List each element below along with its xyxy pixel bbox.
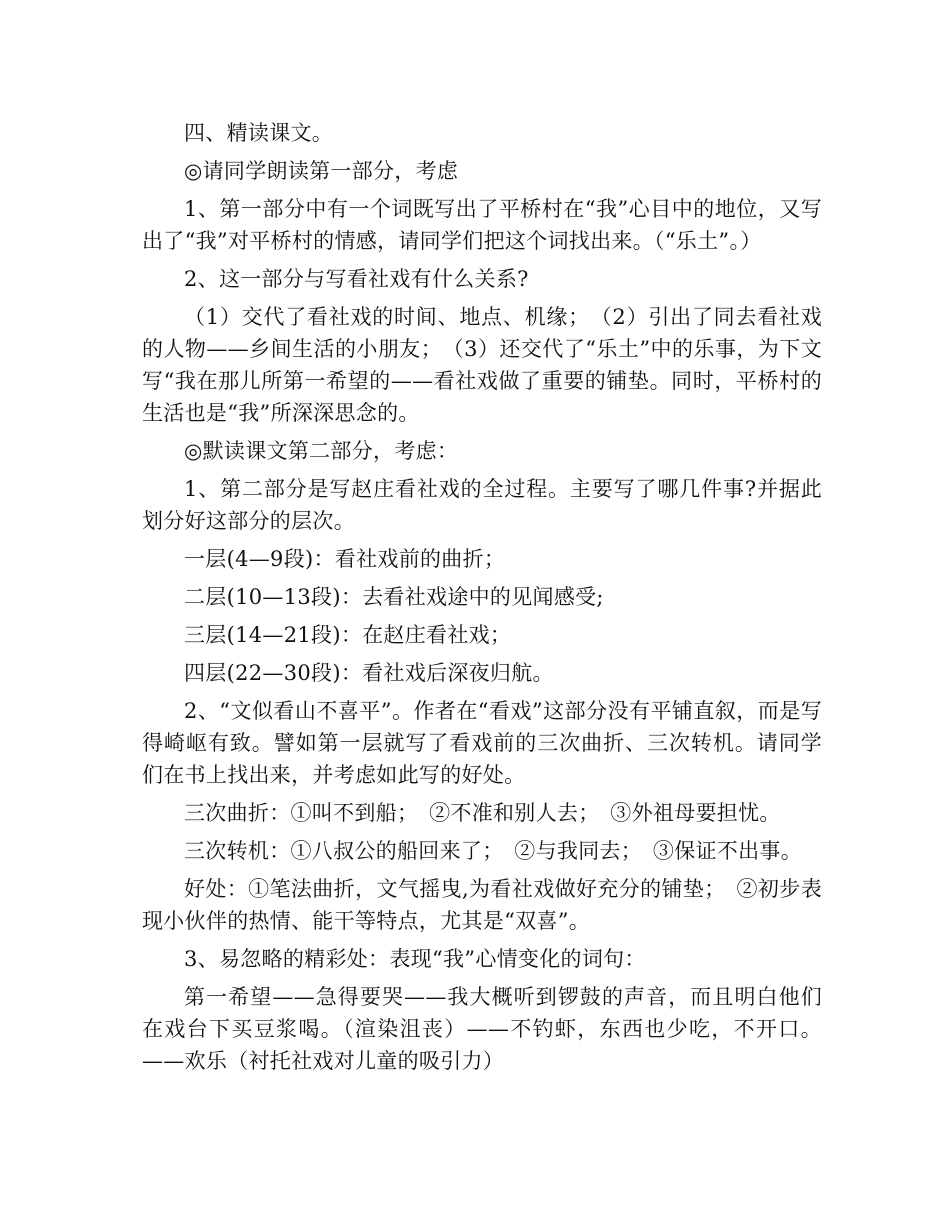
layer-4: 四层(22—30段)：看社戏后深夜归航。 — [184, 661, 554, 685]
reading-prompt-part-one: ◎请同学朗读第一部分，考虑 — [184, 159, 459, 183]
reading-prompt-part-two: ◎默读课文第二部分，考虑： — [184, 439, 459, 463]
question-1-part-one: 1、第一部分中有一个词既写出了平桥村在“我”心目中的地位，又写出了“我”对平桥村的情感，请同学们把这个词找出来。（“乐土”。） — [142, 197, 822, 253]
question-3-part-two: 3、易忽略的精彩处：表现“我”心情变化的词句： — [184, 947, 646, 971]
question-1-part-two: 1、第二部分是写赵庄看社戏的全过程。主要写了哪几件事?并据此划分好这部分的层次。 — [142, 477, 822, 533]
section-heading: 四、精读课文。 — [184, 121, 334, 145]
benefits: 好处：①笔法曲折，文气摇曳,为看社戏做好充分的铺垫； ②初步表现小伙伴的热情、能干等特点，尤其是“双喜”。 — [142, 877, 822, 933]
layer-1: 一层(4—9段)：看社戏前的曲折； — [184, 547, 506, 571]
question-2-part-one: 2、这一部分与写看社戏有什么关系? — [184, 267, 529, 291]
three-twists: 三次曲折：①叫不到船； ②不准和别人去； ③外祖母要担忧。 — [184, 801, 781, 825]
answer-2-part-one: （1）交代了看社戏的时间、地点、机缘； （2）引出了同去看社戏的人物——乡间生活的小朋友； （3）还交代了“乐土”中的乐事，为下文写“我在那儿所第一希望的——看社戏做了重要的铺垫。同时，平桥村的生活也是“我”所深深思念的。 — [142, 305, 822, 425]
layer-3: 三层(14—21段)：在赵庄看社戏； — [184, 623, 512, 647]
three-turns: 三次转机：①八叔公的船回来了； ②与我同去； ③保证不出事。 — [184, 839, 802, 863]
question-2-part-two: 2、“文似看山不喜平”。作者在“看戏”这部分没有平铺直叙，而是写得崎岖有致。譬如第一层就写了看戏前的三次曲折、三次转机。请同学们在书上找出来，并考虑如此写的好处。 — [142, 699, 822, 787]
layer-2: 二层(10—13段)：去看社戏途中的见闻感受; — [184, 585, 604, 609]
mood-changes: 第一希望——急得要哭——我大概听到锣鼓的声音，而且明白他们在戏台下买豆浆喝。（渲染沮丧）——不钓虾，东西也少吃，不开口。——欢乐（衬托社戏对儿童的吸引力） — [142, 985, 822, 1073]
document-page — [142, 117, 822, 1083]
